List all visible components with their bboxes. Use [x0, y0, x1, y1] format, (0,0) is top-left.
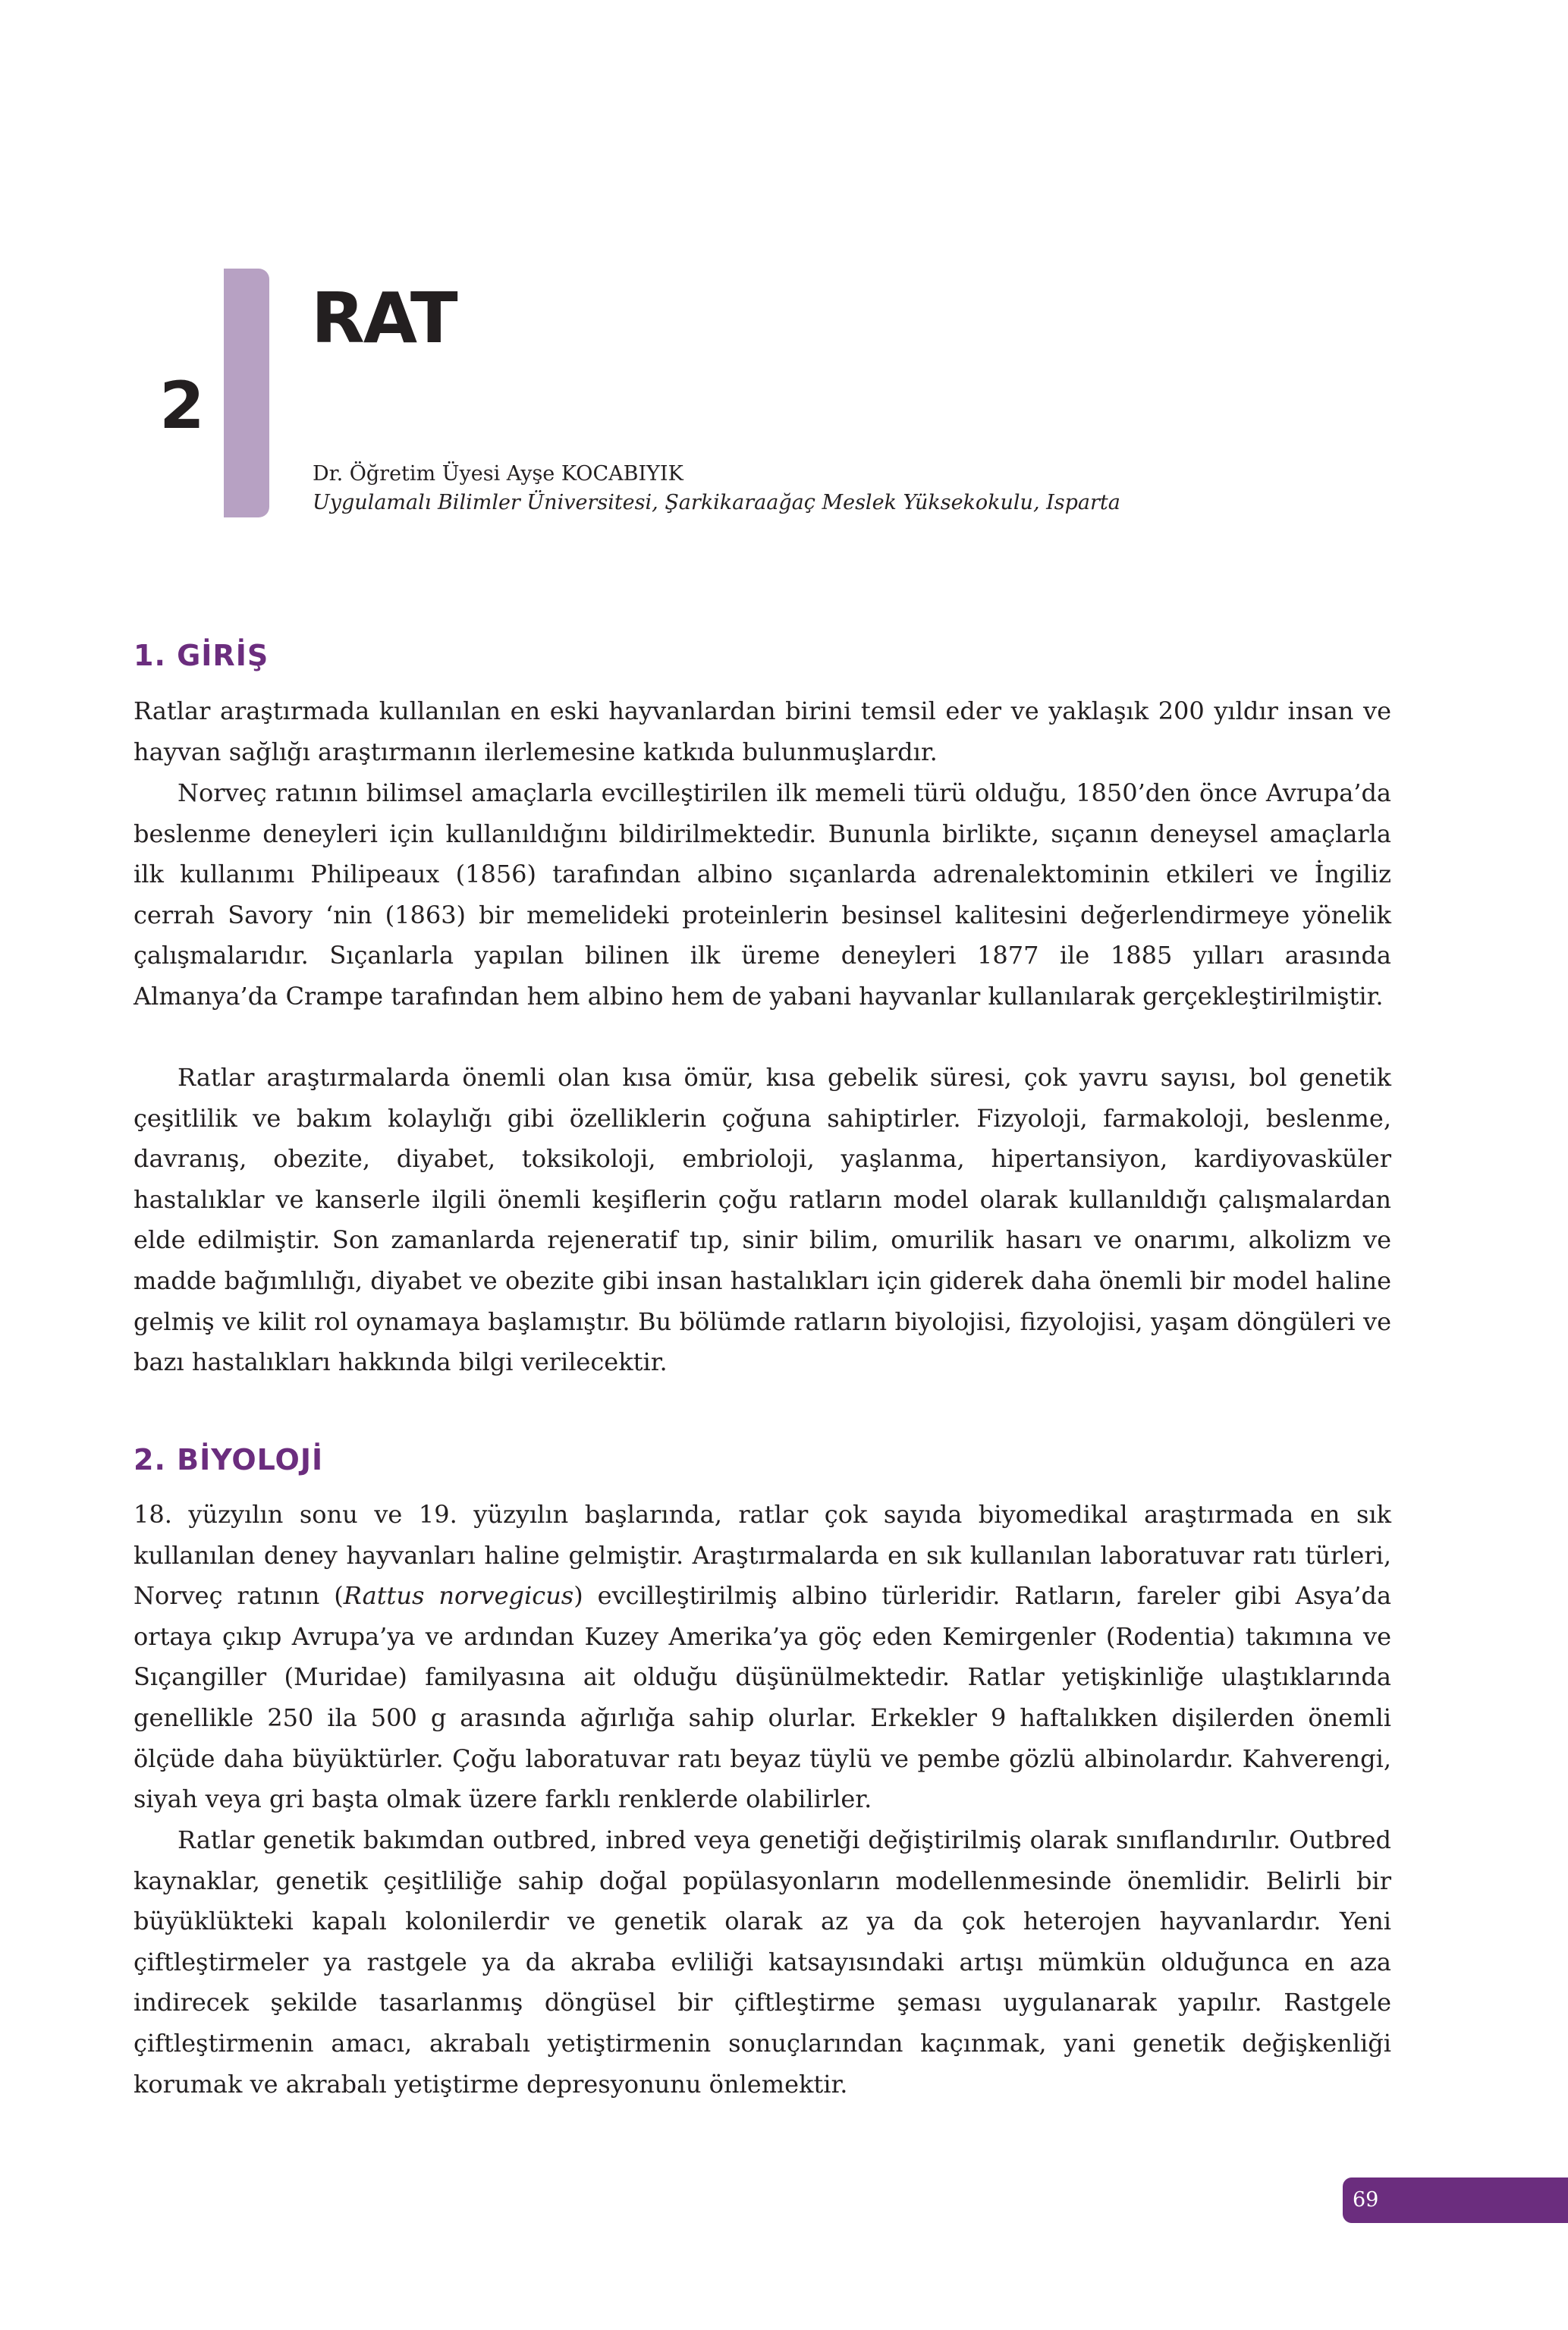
page-number: 69: [1353, 2188, 1379, 2212]
paragraph: Ratlar genetik bakımdan outbred, inbred veya genetiği değiştirilmiş olarak sınıflandırılır. Outbred kaynaklar, genetik çeşitliliğe sahip doğal popülasyonların modellenmesinde önemlidir. Belirli bir büyüklükteki kapalı kolonilerdir ve genetik olarak az ya da çok heterojen hayvanlardır. Yeni çiftleştirmeler ya rastgele ya da akraba evliliği katsayısındaki artışı mümkün olduğunca en aza indirecek şekilde tasarlanmış döngüsel bir çiftleştirme şeması uygulanarak yapılır. Rastgele çiftleştirmenin amacı, akrabalı yetiştirmenin sonuçlarından kaçınmak, yani genetik değişkenliği korumak ve akrabalı yetiştirme depresyonunu önlemektir.: [134, 1825, 1391, 2099]
author-block: [313, 460, 1120, 517]
chapter-accent-bar: [224, 269, 269, 517]
chapter-number: 2: [159, 368, 205, 444]
paragraph: Norveç ratının bilimsel amaçlarla evcilleştirilen ilk memeli türü olduğu, 1850’den önce Avrupa’da beslenme deneyleri için kullanıldığını bildirilmektedir. Bununla birlikte, sıçanın deneysel amaçlarla ilk kullanımı Philipeaux (1856) tarafından albino sıçanlarda adrenalektominin etkileri ve İngiliz cerrah Savory ‘nin (1863) bir memelideki proteinlerin besinsel kalitesini değerlendirmeye yönelik çalışmalarıdır. Sıçanlarla yapılan bilinen ilk üreme deneyleri 1877 ile 1885 yılları arasında Almanya’da Crampe tarafından hem albino hem de yabani hayvanlar kullanılarak gerçekleştirilmiştir.: [134, 778, 1391, 1011]
paragraph: [134, 1495, 1391, 1820]
section-heading-giris: 1. GİRİŞ: [134, 639, 269, 672]
paragraph-text: ) evcilleştirilmiş albino türleridir. Ratların, fareler gibi Asya’da ortaya çıkıp Avrupa’ya ve ardından Kuzey Amerika’ya göç eden Kemirgenler (Rodentia) takımına ve Sıçangiller (Muridae) familyasına ait olduğu düşünülmektedir. Ratlar yetişkinliğe ulaştıklarında genellikle 250 ila 500 g arasında ağırlığa sahip olurlar. Erkekler 9 haftalıkken dişilerden önemli ölçüde daha büyüktürler. Çoğu laboratuvar ratı beyaz tüylü ve pembe gözlü albinolardır. Kahverengi, siyah veya gri başta olmak üzere farklı renklerde olabilirler.: [134, 1581, 1392, 1814]
author-affiliation: Uygulamalı Bilimler Üniversitesi, Şarkikaraağaç Meslek Yüksekokulu, Isparta: [313, 491, 1120, 514]
paragraph: Ratlar araştırmada kullanılan en eski hayvanlardan birini temsil eder ve yaklaşık 200 yıldır insan ve hayvan sağlığı araştırmanın ilerlemesine katkıda bulunmuşlardır.: [134, 696, 1391, 766]
species-name: Rattus norvegicus: [343, 1581, 574, 1611]
paragraph: Ratlar araştırmalarda önemli olan kısa ömür, kısa gebelik süresi, çok yavru sayısı, bol genetik çeşitlilik ve bakım kolaylığı gibi özelliklerin çoğuna sahiptirler. Fizyoloji, farmakoloji, beslenme, davranış, obezite, diyabet, toksikoloji, embrioloji, yaşlanma, hipertansiyon, kardiyovasküler hastalıklar ve kanserle ilgili önemli keşiflerin çoğu ratların model olarak kullanıldığı çalışmalardan elde edilmiştir. Son zamanlarda rejeneratif tıp, sinir bilim, omurilik hasarı ve onarımı, alkolizm ve madde bağımlılığı, diyabet ve obezite gibi insan hastalıkları için giderek daha önemli bir model haline gelmiş ve kilit rol oynamaya başlamıştır. Bu bölümde ratların biyolojisi, fizyolojisi, yaşam döngüleri ve bazı hastalıkları hakkında bilgi verilecektir.: [134, 1063, 1391, 1377]
author-name: Dr. Öğretim Üyesi Ayşe KOCABIYIK: [313, 462, 683, 486]
chapter-title: RAT: [311, 278, 457, 359]
paragraph-text: 18. yüzyılın sonu ve 19. yüzyılın başlarında, ratlar çok sayıda biyomedikal araştırmada en sık kullanılan deney hayvanları haline gelmiştir. Araştırmalarda en sık kullanılan laboratuvar ratı türleri, Norveç ratının (: [134, 1500, 1391, 1611]
section-heading-biyoloji: 2. BİYOLOJİ: [134, 1443, 324, 1476]
